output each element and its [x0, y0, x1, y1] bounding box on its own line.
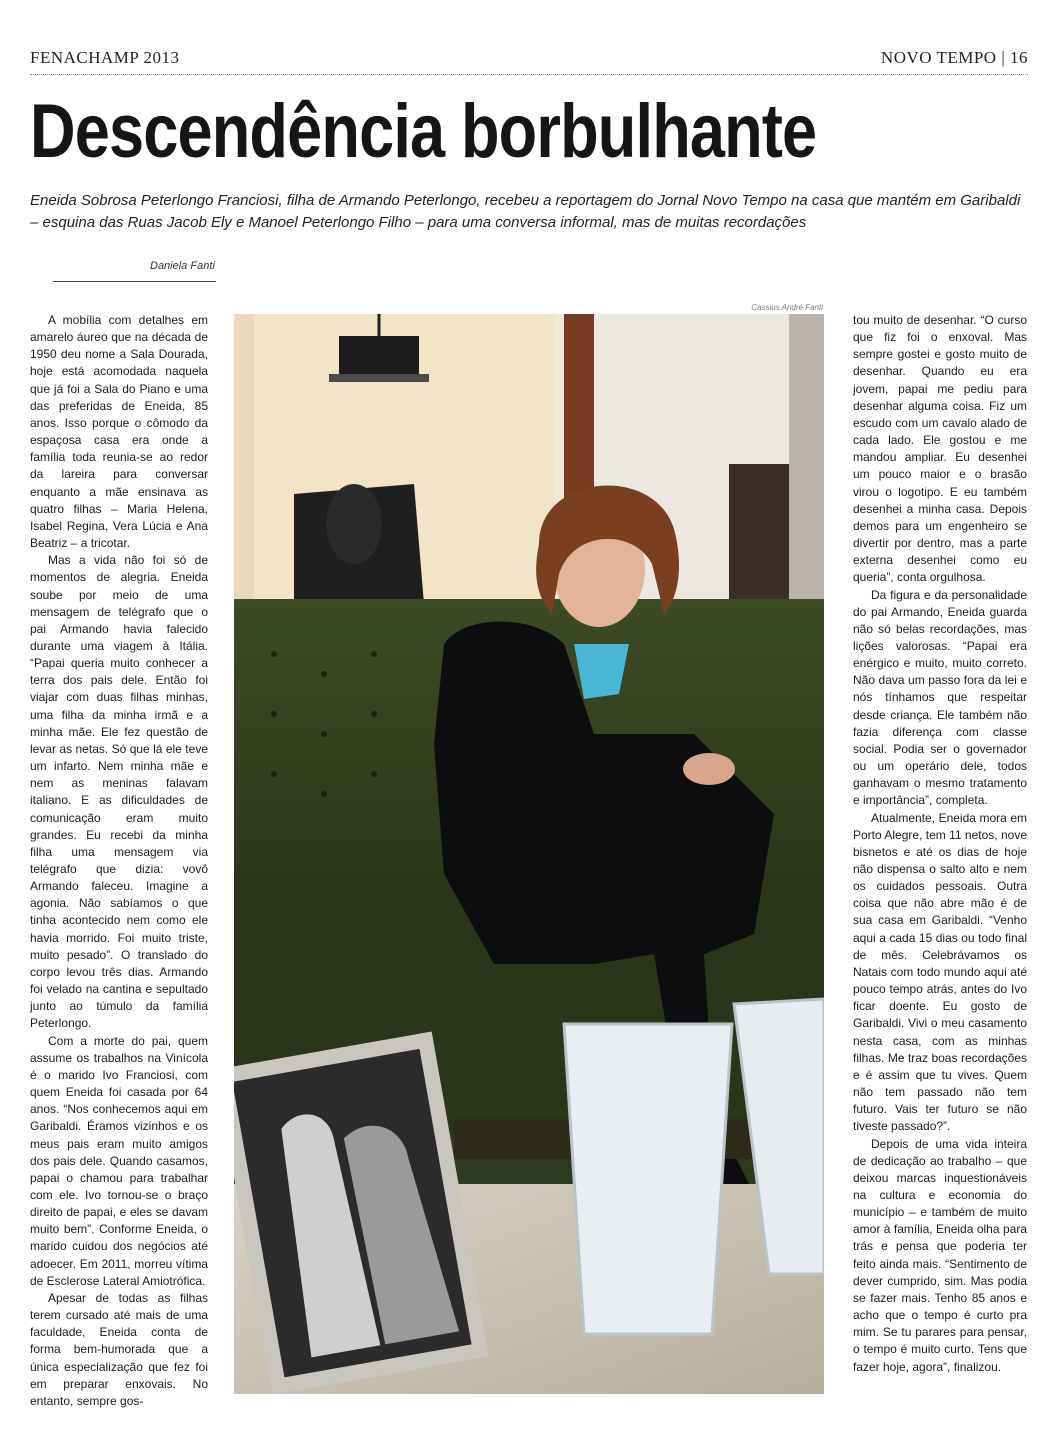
header-rule [30, 74, 1028, 75]
paragraph: Mas a vida não foi só de momentos de alegria. Eneida soube por meio de uma mensagem de telégrafo que o pai Armando havia falecido durante uma viagem à Itália. “Papai queria muito conhecer a terra dos pais dele. Então foi viajar com duas filhas minhas, uma filha da minha irmã e a minha mãe. Ele fez questão de levar as netas. Só que lá ele teve um infarto. Nem minha mãe e nem as meninas falavam italiano. E as dificuldades de comunicação eram muito grandes. Eu recebi da minha filha uma mensagem via telégrafo que dizia: vovô Armando faleceu. Imagine a agonia. Não sabíamos o que tinha acontecido nem como ele havia morrido. Foi muito triste, muito pesado”. O translado do corpo levou três dias. Armando foi velado na cantina e sepultado junto ao túmulo da família Peterlongo. [30, 553, 208, 1031]
article-photo [234, 314, 824, 1394]
body-column-right [853, 312, 1027, 1376]
page-number: NOVO TEMPO | 16 [880, 48, 1028, 67]
section-label: FENACHAMP 2013 [30, 48, 180, 67]
paragraph: Atualmente, Eneida mora em Porto Alegre, tem 11 netos, nove bisnetos e até os dias de hoje não dispensa o salto alto e nem os cuidados pessoais. Outra coisa que não abre mão é de sua casa em Garibaldi. “Venho aqui a cada 15 dias ou todo final de mês. Celebrávamos os Natais com todo mundo aqui até pouco tempo atrás, antes do Ivo ficar doente. Eu gosto de Garibaldi. Vivi o meu casamento nesta casa, com as minhas filhas. Me traz boas recordações e é assim que tu vives. Quem não tem passado não tem futuro. Vais ter futuro se não tiveste passado?”. [853, 810, 1027, 1134]
article-lead: Eneida Sobrosa Peterlongo Franciosi, filha de Armando Peterlongo, recebeu a reportagem do Jornal Novo Tempo na casa que mantém em Garibaldi – esquina das Ruas Jacob Ely e Manoel Peterlongo Filho – para uma conversa informal, mas de muitas recordações [30, 192, 1021, 231]
paragraph: Com a morte do pai, quem assume os trabalhos na Vinícola é o marido Ivo Franciosi, com quem Eneida foi casada por 64 anos. “Nos conhecemos aqui em Garibaldi. Éramos vizinhos e os meus pais eram muito amigos dos pais dele. Quando casamos, papai o chamou para trabalhar com ele. Ivo tornou-se o braço direito de papai, e eles se davam muito bem”. Conforme Eneida, o marido cuidou dos negócios até adoecer. Em 2011, morreu vítima de Esclerose Lateral Amiotrófica. [30, 1033, 208, 1288]
byline-rule [53, 281, 216, 282]
body-column-left [30, 312, 208, 1410]
article-title: Descendência borbulhante [30, 89, 817, 174]
paragraph: tou muito de desenhar. “O curso que fiz foi o enxoval. Mas sempre gostei e gosto muito de desenhar. Quando eu era jovem, papai me pediu para desenhar alguma coisa. Fiz um escudo com um cavalo alado de cada lado. Ele gostou e me mandou ampliar. Eu desenhei um pouco maior e o brasão virou o logotipo. E eu também desenhei a minha casa. Depois demos para um engenheiro se divertir por dentro, mas a parte externa desenhei como eu queria”, conta orgulhosa. [853, 313, 1027, 585]
paragraph: Apesar de todas as filhas terem cursado até mais de uma faculdade, Eneida conta de forma bem-humorada que a única especialização que fez foi em preparar enxovais. No entanto, sempre gos- [30, 1290, 208, 1408]
paragraph: Depois de uma vida inteira de dedicação ao trabalho – que deixou marcas inquestionáveis na cultura e economia do município – e também de muito amor à família, Eneida olha para trás e pensa que poderia ter feito ainda mais. “Sentimento de dever cumprido, sim. Mas podia se fazer mais. Tenho 85 anos e acho que o tempo é curto pra mim. Se tu parares para pensar, o tempo é muito curto. Tens que fazer hoje, agora”, finalizou. [853, 1136, 1027, 1374]
paragraph: A mobília com detalhes em amarelo áureo que na década de 1950 deu nome a Sala Dourada, hoje está acomodada naquela que já foi a Sala do Piano e uma das preferidas de Eneida, 85 anos. Isso porque o cômodo da espaçosa casa era onde a família toda reunia-se ao redor da lareira para conversar enquanto a mãe ensinava as quatro filhas – Maria Helena, Isabel Regina, Vera Lúcia e Ana Beatriz – a tricotar. [30, 313, 208, 551]
photo-illustration [234, 314, 824, 1394]
paragraph: Da figura e da personalidade do pai Armando, Eneida guarda não só belas recordações, mas lições valorosas. “Papai era enérgico e muito, muito correto. Não dava um passo fora da lei e nós tínhamos que respeitar desde criança. Ele também não fazia diferença com classe social. Podia ser o governador ou um operário dele, todos ganhavam o mesmo tratamento e importância”, completa. [853, 587, 1027, 808]
byline: Daniela Fanti [150, 260, 215, 272]
photo-credit: Cassius André Fanti [751, 303, 823, 312]
